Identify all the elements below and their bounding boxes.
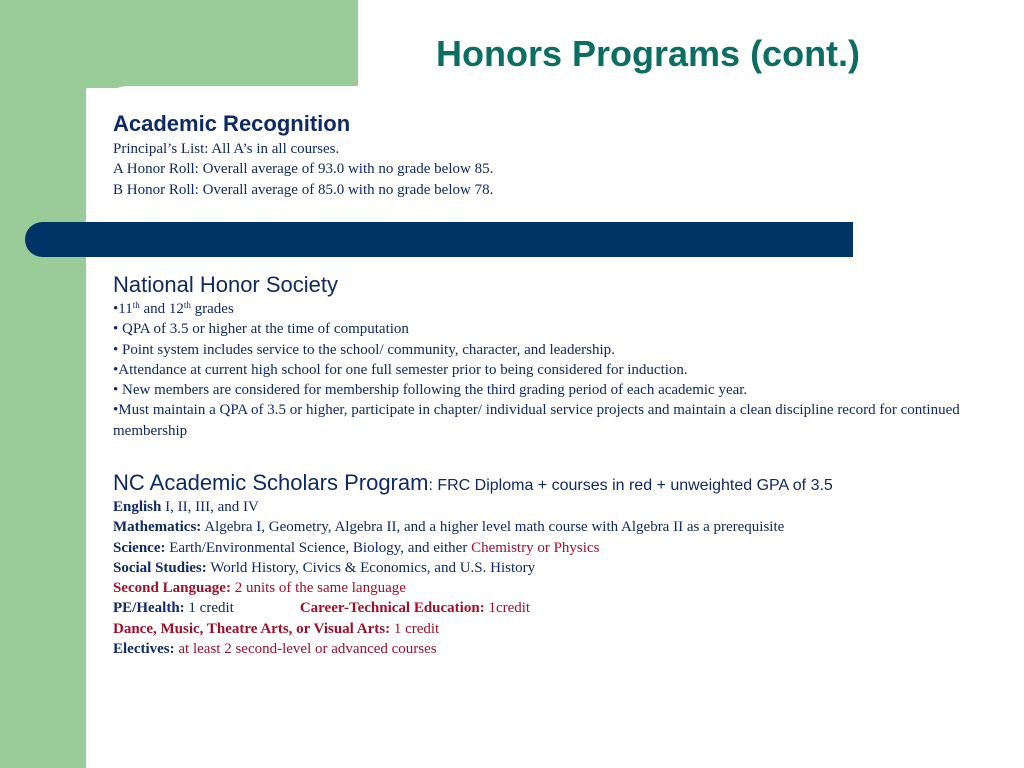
science-value-red: Chemistry or Physics: [471, 539, 600, 556]
electives-label: Electives:: [113, 641, 175, 658]
arts-value: 1 credit: [390, 620, 440, 637]
nhs-qpa-line: • QPA of 3.5 or higher at the time of computation: [113, 321, 409, 338]
a-honor-roll-line: A Honor Roll: Overall average of 93.0 with no grade below 85.: [113, 161, 494, 178]
cte-group: [300, 600, 530, 616]
ncasp-heading: [113, 470, 833, 499]
science-value: Earth/Environmental Science, Biology, and either: [165, 539, 472, 556]
grades-mid: and 12: [139, 301, 184, 317]
second-language-label: Second Language:: [113, 580, 231, 597]
academic-recognition-list: [113, 139, 1003, 200]
grades-suffix: grades: [190, 301, 234, 317]
math-value: Algebra I, Geometry, Algebra II, and a higher level math course with Algebra II as a prerequisite: [201, 519, 785, 536]
english-line: [113, 497, 1003, 517]
math-line: [113, 517, 1003, 537]
arts-line: [113, 619, 1003, 639]
arts-label: Dance, Music, Theatre Arts, or Visual Arts:: [113, 620, 391, 637]
ncasp-heading-text: NC Academic Scholars Program: [113, 470, 429, 495]
nhs-maintain-line: •Must maintain a QPA of 3.5 or higher, participate in chapter/ individual service projects and maintain a clean discipline record for continued membership: [113, 402, 960, 439]
cte-label: Career-Technical Education:: [299, 600, 485, 617]
social-studies-line: [113, 558, 1003, 578]
nhs-heading: National Honor Society: [113, 272, 339, 297]
slide-title: Honors Programs (cont.): [436, 33, 861, 74]
principals-list-line: Principal’s List: All A’s in all courses.: [113, 141, 340, 157]
english-label: English: [113, 499, 162, 515]
nhs-point-system-line: • Point system includes service to the school/ community, character, and leadership.: [113, 341, 615, 358]
ncasp-list: [113, 497, 1003, 659]
nhs-list: [113, 299, 1003, 441]
grades-prefix: •11: [113, 301, 133, 317]
electives-line: [113, 639, 1003, 659]
nhs-grades-line: [113, 299, 1003, 319]
grades-sup-1: th: [132, 300, 140, 310]
blue-divider-bar: [25, 222, 853, 257]
green-side-strip: [0, 0, 86, 768]
second-language-value: 2 units of the same language: [230, 580, 406, 597]
science-label: Science:: [113, 539, 166, 556]
cte-value: 1credit: [484, 600, 531, 617]
math-label: Mathematics:: [113, 519, 202, 536]
social-studies-value: World History, Civics & Economics, and U.S. History: [206, 559, 536, 576]
science-line: [113, 538, 1003, 558]
b-honor-roll-line: B Honor Roll: Overall average of 85.0 with no grade below 78.: [113, 181, 494, 198]
nhs-new-members-line: • New members are considered for membership following the third grading period of each academic year.: [113, 382, 748, 399]
social-studies-label: Social Studies:: [113, 559, 207, 576]
pe-cte-line: [113, 598, 1003, 618]
electives-value: at least 2 second-level or advanced courses: [174, 641, 437, 658]
academic-recognition-heading: Academic Recognition: [113, 111, 351, 136]
pe-label: PE/Health:: [113, 600, 185, 617]
pe-value: 1 credit: [184, 600, 234, 617]
second-language-line: [113, 578, 1003, 598]
english-value: I, II, III, and IV: [161, 499, 259, 515]
ncasp-heading-suffix: : FRC Diploma + courses in red + unweighted GPA of 3.5: [428, 477, 833, 494]
nhs-attendance-line: •Attendance at current high school for one full semester prior to being considered for induction.: [113, 361, 688, 378]
grades-sup-2: th: [183, 300, 191, 310]
